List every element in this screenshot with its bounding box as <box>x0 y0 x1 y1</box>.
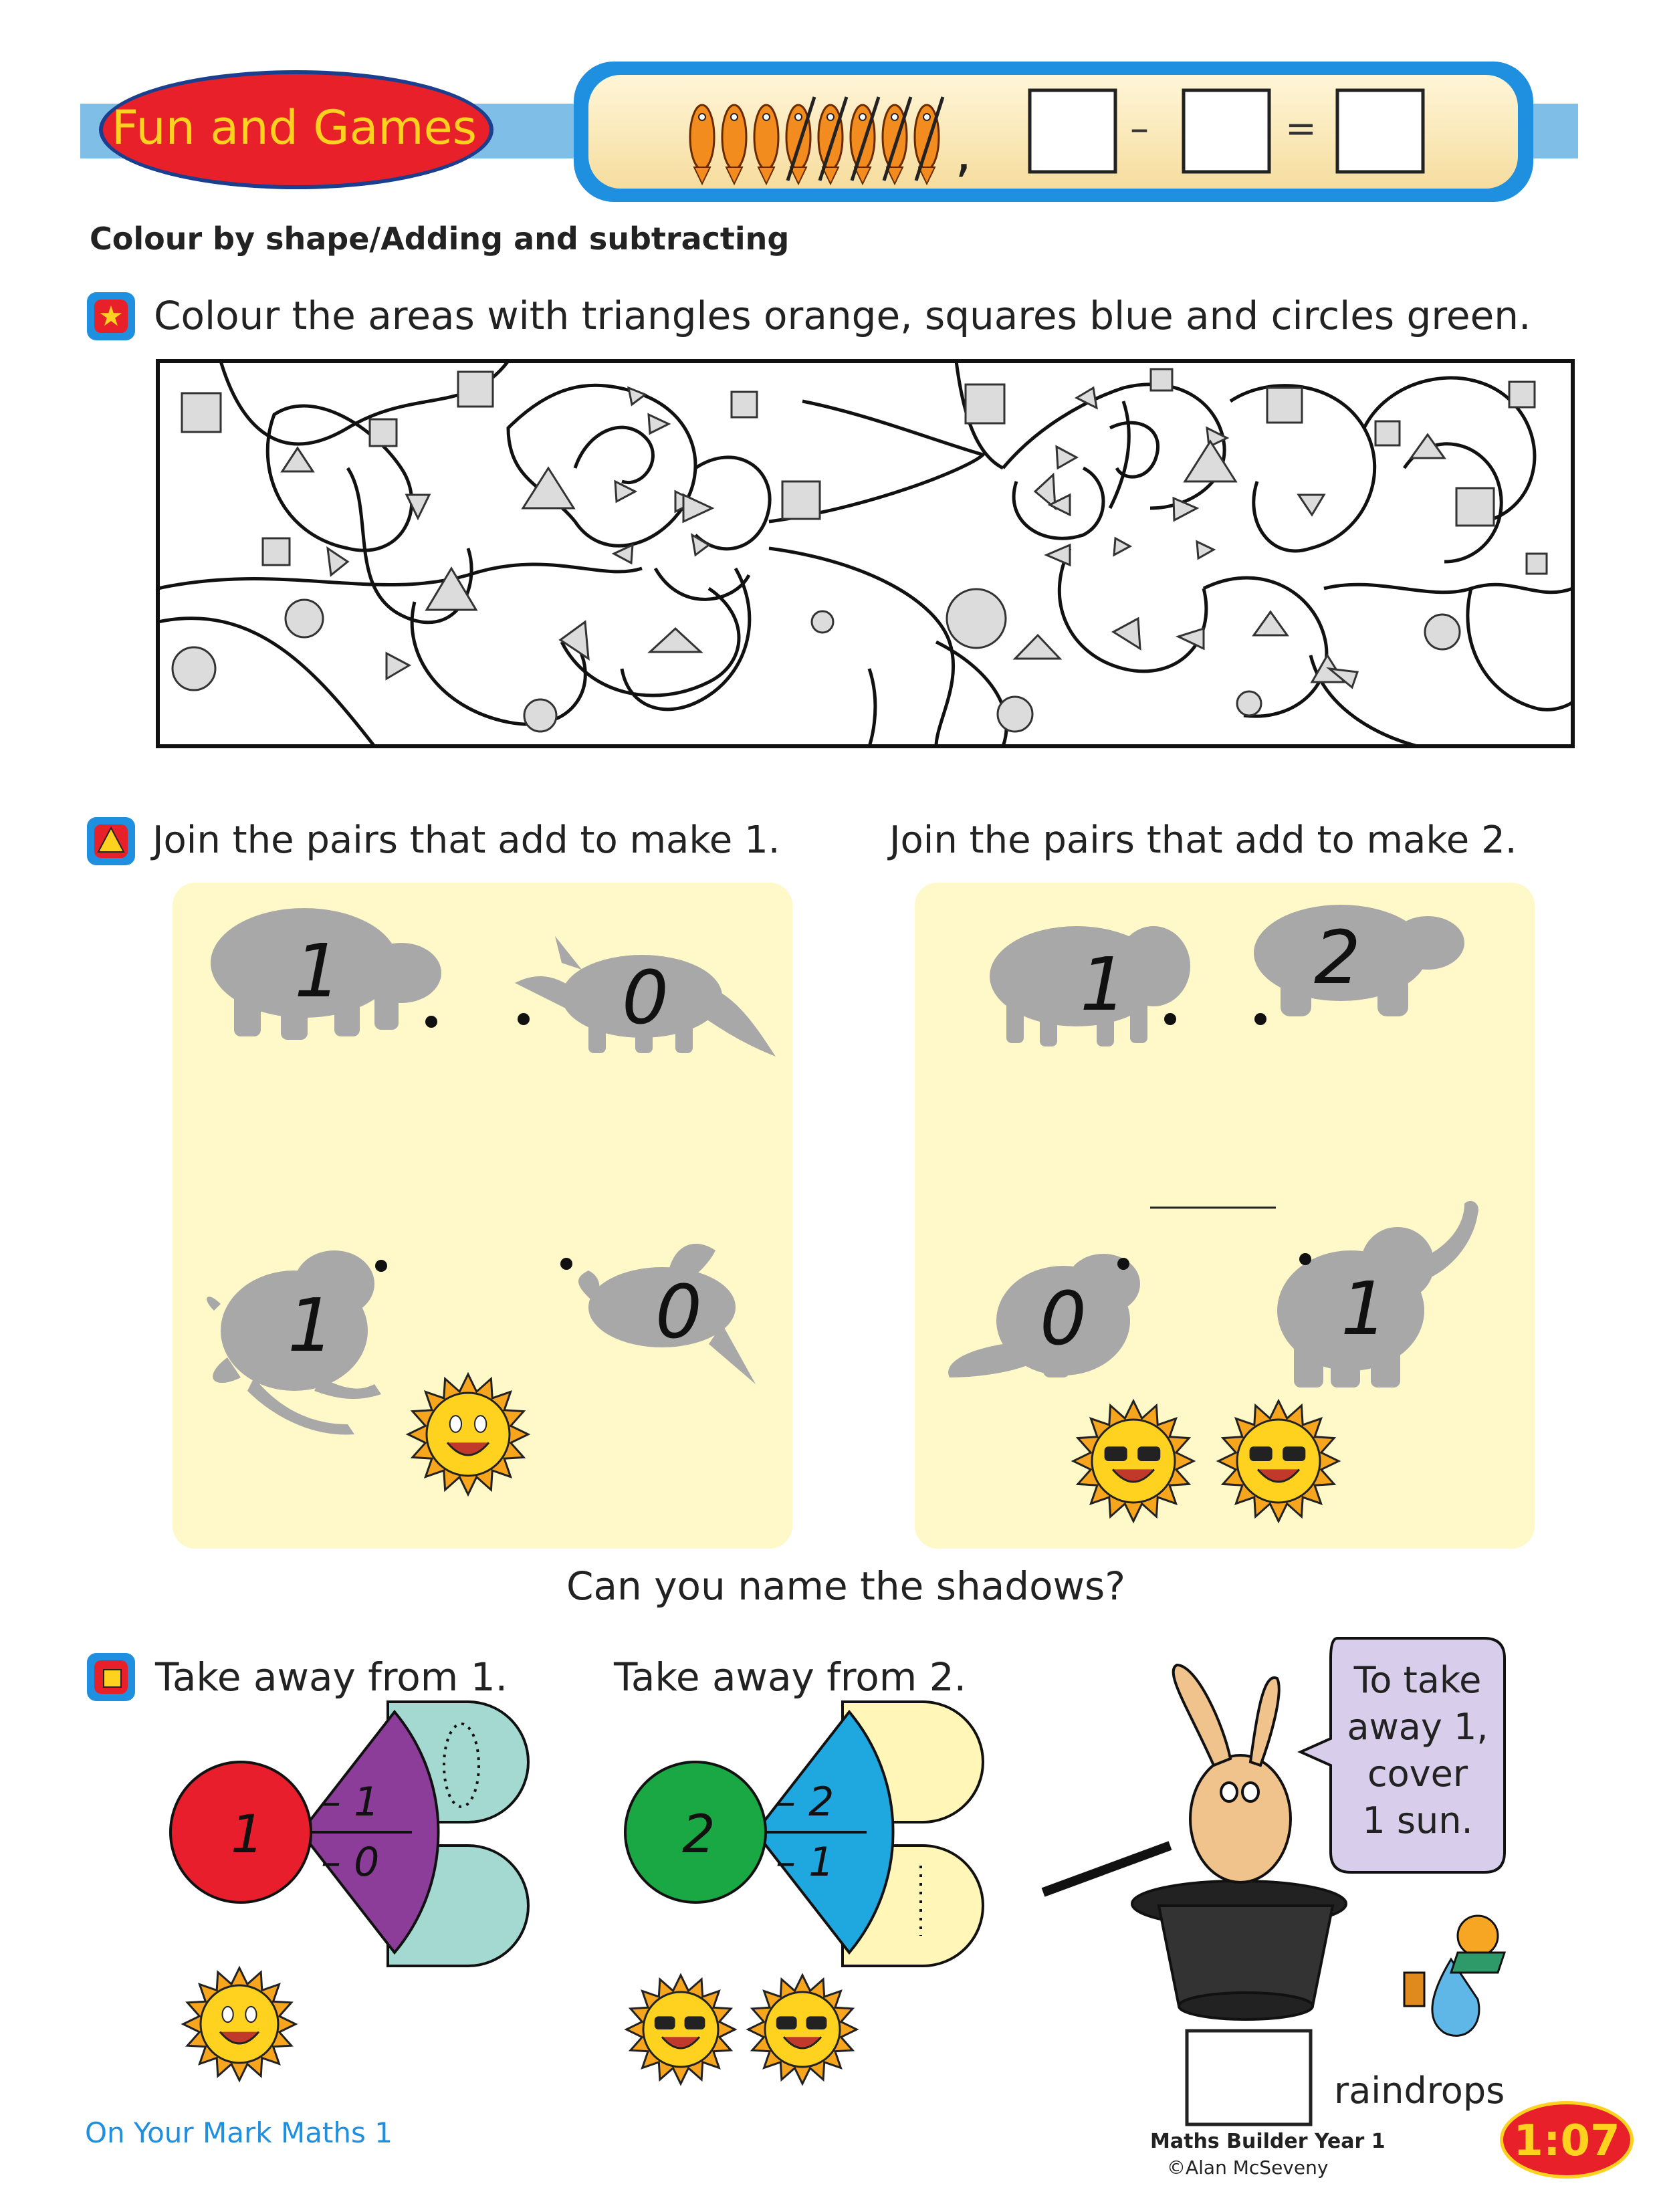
take-away-1-op-2: – 0 <box>321 1839 380 1886</box>
speech-line-1: To take <box>1353 1659 1482 1701</box>
equation-minus: – <box>1130 107 1149 150</box>
subtitle: Colour by shape/Adding and subtracting <box>90 221 790 257</box>
speech-text <box>1334 1657 1501 1844</box>
hippo-number: 1 <box>294 928 341 1014</box>
sun-with-sunglasses-icon <box>748 1975 857 2084</box>
take-away-1-diagram <box>171 1702 528 1966</box>
bison-number: 1 <box>1080 942 1127 1027</box>
equation-equals: = <box>1285 107 1317 150</box>
speech-line-4: 1 sun. <box>1362 1799 1473 1842</box>
take-away-2-op-1: – 2 <box>776 1779 835 1826</box>
beaver-number: 0 <box>1040 1276 1087 1361</box>
raindrop-character <box>1404 1916 1505 2035</box>
section3-left-title: Take away from 1. <box>155 1654 508 1700</box>
page-number: 1:07 <box>1513 2116 1620 2166</box>
series-title: Maths Builder Year 1 <box>1150 2130 1386 2153</box>
raindrops-answer-box <box>1187 2031 1311 2124</box>
take-away-1-op-1: – 1 <box>321 1779 380 1826</box>
take-away-1-start: 1 <box>231 1805 264 1865</box>
speech-line-3: cover <box>1367 1753 1468 1795</box>
bear-number: 2 <box>1314 915 1361 1000</box>
shadows-question: Can you name the shadows? <box>566 1563 1126 1609</box>
section1-instruction: Colour the areas with triangles orange, squares blue and circles green. <box>154 293 1531 338</box>
section3-right-title: Take away from 2. <box>614 1654 967 1700</box>
book-title: On Your Mark Maths 1 <box>85 2116 393 2149</box>
elephant-number: 1 <box>1341 1266 1388 1351</box>
star-icon: ★ <box>94 300 128 333</box>
speech-line-2: away 1, <box>1347 1706 1488 1748</box>
take-away-2-start: 2 <box>682 1805 715 1865</box>
equation-comma: , <box>955 121 972 183</box>
rabbit-magician <box>1043 1665 1346 2019</box>
take-away-2-diagram <box>625 1702 983 1966</box>
badge-label: Fun and Games <box>111 100 477 155</box>
section2-right-title: Join the pairs that add to make 2. <box>889 818 1517 862</box>
frog-number: 1 <box>288 1283 334 1368</box>
bird-number: 0 <box>655 1269 702 1355</box>
raindrops-label: raindrops <box>1334 2070 1505 2112</box>
take-away-2-op-2: – 1 <box>776 1839 835 1886</box>
sun-with-sunglasses-icon <box>627 1975 735 2084</box>
aardvark-number: 0 <box>622 955 669 1040</box>
section2-left-title: Join the pairs that add to make 1. <box>152 818 780 862</box>
copyright: ©Alan McSeveny <box>1167 2156 1329 2179</box>
smiling-sun-icon <box>183 1968 296 2080</box>
